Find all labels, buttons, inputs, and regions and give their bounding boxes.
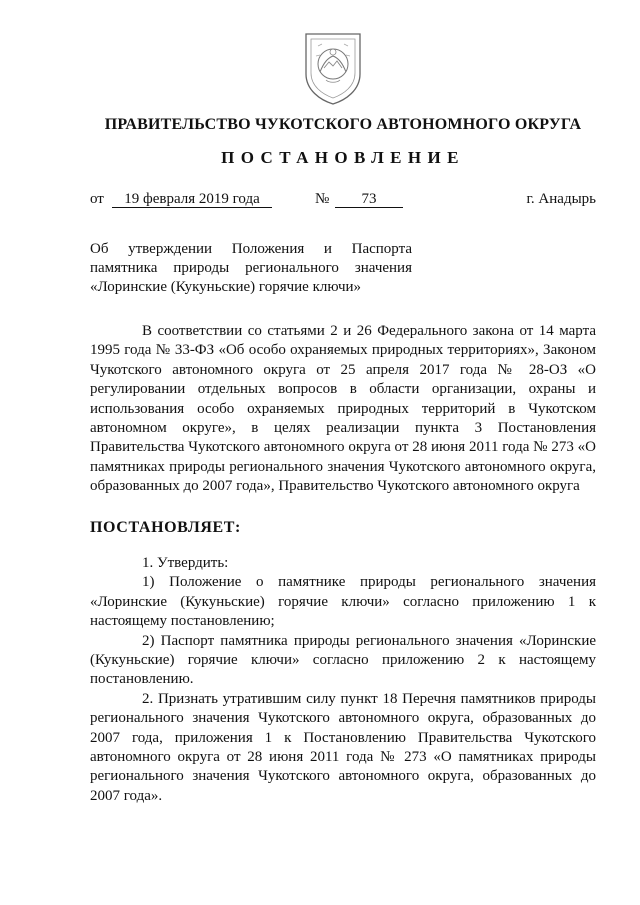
document-date: 19 февраля 2019 года xyxy=(112,191,272,208)
subject-line: памятника природы регионального значения xyxy=(90,260,412,276)
list-item: 1) Положение о памятнике природы регионального значения «Лоринские (Кукуньские) горячие ключи» согласно приложению 1 к настоящему постановлению; xyxy=(90,574,596,630)
decree-heading: ПОСТАНОВЛЯЕТ: xyxy=(90,519,241,536)
subject-block xyxy=(90,240,412,297)
list-item: 2. Признать утратившим силу пункт 18 Перечня памятников природы регионального значения Чукотского автономного округа, образованных до 2007 года, приложения 1 к Постановлению Правительства Чукотского автономного округа от 28 июня 2011 года № 273 «О памятниках природы регионального значения Чукотского автономного округа, образованных до 2007 года». xyxy=(90,690,596,804)
date-number-line xyxy=(90,191,596,211)
decree-items xyxy=(90,554,596,806)
preamble-paragraph: В соответствии со статьями 2 и 26 Федерального закона от 14 марта 1995 года № 33-ФЗ «Об особо охраняемых природных территориях», Законом Чукотского автономного округа от 25 апреля 2017 года № 28-ОЗ «О регулировании отдельных вопросов в области организации, охраны и использования особо охраняемых природных территорий в Чукотском автономном округе», в целях реализации пункта 3 Постановления Правительства Чукотского автономного округа от 28 июня 2011 года № 273 «О памятниках природы регионального значения Чукотского автономного округа, образованных до 2007 года», Правительство Чукотского автономного округа xyxy=(90,323,596,495)
city: г. Анадырь xyxy=(526,191,596,207)
list-item: 1. Утвердить: xyxy=(142,555,229,571)
document-type: ПОСТАНОВЛЕНИЕ xyxy=(221,148,465,167)
list-item: 2) Паспорт памятника природы регионального значения «Лоринские (Кукуньские) горячие ключи» согласно приложению 2 к настоящему постановлению. xyxy=(90,632,596,688)
subject-line: «Лоринские (Кукуньские) горячие ключи» xyxy=(90,279,362,295)
from-label: от xyxy=(90,191,104,207)
coat-of-arms-icon xyxy=(298,28,368,106)
number-sign: № xyxy=(315,191,330,207)
document-number: 73 xyxy=(335,191,403,208)
organization-title: ПРАВИТЕЛЬСТВО ЧУКОТСКОГО АВТОНОМНОГО ОКРУГА xyxy=(104,116,582,133)
subject-line: Об утверждении Положения и Паспорта xyxy=(90,241,412,257)
